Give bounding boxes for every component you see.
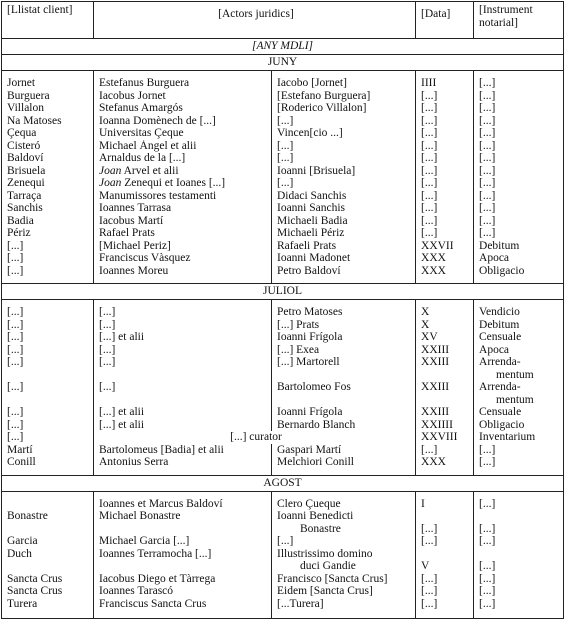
register-table bbox=[1, 1, 564, 619]
date-cell: [...] bbox=[416, 190, 474, 203]
client-cell: Sancta Crus bbox=[2, 573, 94, 586]
table-row bbox=[2, 523, 564, 536]
table-row bbox=[2, 152, 564, 165]
table-row bbox=[2, 431, 564, 444]
client-cell: Brisuela bbox=[2, 165, 94, 178]
date-cell: [...] bbox=[416, 102, 474, 115]
actor1-cell: Joan Zenequi et Ioanes [...] bbox=[94, 177, 272, 190]
client-cell bbox=[2, 523, 94, 536]
date-cell: [...] bbox=[416, 177, 474, 190]
actor1-cell: [...] bbox=[94, 319, 272, 332]
instrument-cell: [...] bbox=[474, 560, 564, 573]
table-bottom-rule bbox=[2, 616, 564, 619]
actor2-cell: Ioanni Sanchis bbox=[272, 202, 416, 215]
actor2-cell: [...] Exea bbox=[272, 344, 416, 357]
client-cell: Turera bbox=[2, 598, 94, 611]
actor2-cell: Ioanni Benedicti bbox=[272, 510, 416, 523]
client-cell: Sanchis bbox=[2, 202, 94, 215]
client-cell: Burguera bbox=[2, 90, 94, 103]
tail-cell bbox=[94, 616, 272, 619]
client-cell: [...] bbox=[2, 381, 94, 394]
table-row bbox=[2, 331, 564, 344]
instrument-cell: Censuale bbox=[474, 331, 564, 344]
document-page bbox=[0, 1, 564, 610]
actor2-cell bbox=[272, 394, 416, 407]
table-row bbox=[2, 585, 564, 598]
table-row bbox=[2, 77, 564, 90]
table-row bbox=[2, 140, 564, 153]
date-cell: X bbox=[416, 319, 474, 332]
actor1-cell: Stefanus Amargós bbox=[94, 102, 272, 115]
instrument-cell bbox=[474, 510, 564, 523]
actor1-cell: [...] et alii bbox=[94, 406, 272, 419]
actor1-cell: Iacobus Jornet bbox=[94, 90, 272, 103]
actor2-cell: Ioanni Frígola bbox=[272, 331, 416, 344]
instrument-cell: [...] bbox=[474, 102, 564, 115]
client-cell: [...] bbox=[2, 252, 94, 265]
client-cell: [...] bbox=[2, 319, 94, 332]
header-actors: [Actors juridics] bbox=[94, 2, 416, 39]
instrument-cell: Debitum bbox=[474, 240, 564, 253]
actor2-cell: Francisco [Sancta Crus] bbox=[272, 573, 416, 586]
tail-cell bbox=[416, 616, 474, 619]
date-cell: [...] bbox=[416, 152, 474, 165]
client-cell: [...] bbox=[2, 344, 94, 357]
actor2-cell: Didaci Sanchis bbox=[272, 190, 416, 203]
date-cell: [...] bbox=[416, 585, 474, 598]
actor2-cell: Michaeli Badia bbox=[272, 215, 416, 228]
table-row bbox=[2, 394, 564, 407]
table-row bbox=[2, 344, 564, 357]
actor1-cell: Arnaldus de la [...] bbox=[94, 152, 272, 165]
date-cell: [...] bbox=[416, 227, 474, 240]
actor1-cell: Universitas Çeque bbox=[94, 127, 272, 140]
tail-cell bbox=[474, 616, 564, 619]
date-cell: XXX bbox=[416, 265, 474, 278]
date-cell: [...] bbox=[416, 535, 474, 548]
table-row bbox=[2, 369, 564, 382]
actor2-cell: Illustrissimo domino bbox=[272, 548, 416, 561]
actor2-cell: [...] bbox=[272, 152, 416, 165]
actor1-cell bbox=[94, 369, 272, 382]
date-cell: [...] bbox=[416, 115, 474, 128]
actor1-cell: Michael Bonastre bbox=[94, 510, 272, 523]
table-row bbox=[2, 90, 564, 103]
actor2-cell: Bonastre bbox=[272, 523, 416, 536]
instrument-cell: [...] bbox=[474, 598, 564, 611]
register-body bbox=[2, 39, 564, 619]
actor1-cell: Ioannes et Marcus Baldoví bbox=[94, 498, 272, 511]
instrument-cell: [...] bbox=[474, 227, 564, 240]
tail-cell bbox=[272, 616, 416, 619]
instrument-cell: [...] bbox=[474, 444, 564, 457]
client-cell bbox=[2, 498, 94, 511]
actor1-cell bbox=[94, 394, 272, 407]
client-cell: Tarraça bbox=[2, 190, 94, 203]
table-row bbox=[2, 215, 564, 228]
header-date: [Data] bbox=[416, 2, 474, 39]
instrument-cell: [...] bbox=[474, 585, 564, 598]
instrument-cell: [...] bbox=[474, 140, 564, 153]
header-instrument: [Instrument notarial] bbox=[474, 2, 564, 39]
table-row bbox=[2, 573, 564, 586]
actor1-cell: Michael Garcia [...] bbox=[94, 535, 272, 548]
table-row bbox=[2, 306, 564, 319]
month-label: AGOST bbox=[2, 475, 564, 491]
date-cell: I bbox=[416, 498, 474, 511]
actor2-cell: [...] Martorell bbox=[272, 356, 416, 369]
table-row bbox=[2, 319, 564, 332]
actor1-cell: Iacobus Diego et Tàrrega bbox=[94, 573, 272, 586]
actor2-cell: [...] bbox=[272, 177, 416, 190]
client-cell: [...] bbox=[2, 419, 94, 432]
actor1-cell: Ioannes Terramocha [...] bbox=[94, 548, 272, 561]
instrument-cell: Apoca bbox=[474, 344, 564, 357]
actor2-cell: Bernardo Blanch bbox=[272, 419, 416, 432]
date-cell: [...] bbox=[416, 140, 474, 153]
actor1-cell: Franciscus Sancta Crus bbox=[94, 598, 272, 611]
client-cell: Martí bbox=[2, 444, 94, 457]
actor2-cell: [...] bbox=[272, 535, 416, 548]
table-row bbox=[2, 560, 564, 573]
table-row bbox=[2, 265, 564, 278]
instrument-cell bbox=[474, 548, 564, 561]
instrument-cell: [...] bbox=[474, 127, 564, 140]
instrument-cell: [...] bbox=[474, 202, 564, 215]
client-cell bbox=[2, 369, 94, 382]
actor2-cell: Eidem [Sancta Crus] bbox=[272, 585, 416, 598]
client-cell: Badia bbox=[2, 215, 94, 228]
client-cell: Villalon bbox=[2, 102, 94, 115]
actor2-cell: Vincen[cio ...] bbox=[272, 127, 416, 140]
actor1-cell: Estefanus Burguera bbox=[94, 77, 272, 90]
date-cell: [...] bbox=[416, 202, 474, 215]
actor1-cell: Ioannes Tarrasa bbox=[94, 202, 272, 215]
actor2-cell bbox=[272, 369, 416, 382]
table-row bbox=[2, 381, 564, 394]
client-cell: Périz bbox=[2, 227, 94, 240]
table-row bbox=[2, 202, 564, 215]
actor2-cell: [...] Prats bbox=[272, 319, 416, 332]
actor1-cell: Ioannes Moreu bbox=[94, 265, 272, 278]
instrument-cell: [...] bbox=[474, 573, 564, 586]
date-cell: [...] bbox=[416, 598, 474, 611]
actor1-cell bbox=[94, 560, 272, 573]
table-row bbox=[2, 127, 564, 140]
actor1-cell: Michael Àngel et alii bbox=[94, 140, 272, 153]
actor2-cell: [...] bbox=[272, 140, 416, 153]
tail-cell bbox=[2, 616, 94, 619]
instrument-cell: Apoca bbox=[474, 252, 564, 265]
instrument-cell: Vendicio bbox=[474, 306, 564, 319]
actor2-cell: Petro Baldoví bbox=[272, 265, 416, 278]
instrument-cell: mentum bbox=[474, 394, 564, 407]
header-row bbox=[2, 2, 564, 39]
actor1-cell: Ioanna Domènech de [...] bbox=[94, 115, 272, 128]
instrument-cell: Obligacio bbox=[474, 419, 564, 432]
date-cell: [...] bbox=[416, 127, 474, 140]
instrument-cell: [...] bbox=[474, 165, 564, 178]
instrument-cell: mentum bbox=[474, 369, 564, 382]
table-row bbox=[2, 240, 564, 253]
table-row bbox=[2, 190, 564, 203]
instrument-cell: Arrenda- bbox=[474, 381, 564, 394]
client-cell: Çequa bbox=[2, 127, 94, 140]
curator-cell: [...] curator bbox=[94, 431, 416, 444]
actor2-cell: duci Gandie bbox=[272, 560, 416, 573]
actor2-cell: Bartolomeo Fos bbox=[272, 381, 416, 394]
actor2-cell: [Roderico Villalon] bbox=[272, 102, 416, 115]
date-cell: XXIII bbox=[416, 381, 474, 394]
actor1-cell: Franciscus Vàsquez bbox=[94, 252, 272, 265]
date-cell: [...] bbox=[416, 523, 474, 536]
table-row bbox=[2, 444, 564, 457]
client-cell: [...] bbox=[2, 406, 94, 419]
instrument-cell: [...] bbox=[474, 456, 564, 469]
actor1-cell: [...] bbox=[94, 306, 272, 319]
client-cell: Zenequi bbox=[2, 177, 94, 190]
client-cell: Baldoví bbox=[2, 152, 94, 165]
date-cell: [...] bbox=[416, 165, 474, 178]
date-cell: XXX bbox=[416, 252, 474, 265]
instrument-cell: Censuale bbox=[474, 406, 564, 419]
client-cell: Garcia bbox=[2, 535, 94, 548]
actor2-cell: Iacobo [Jornet] bbox=[272, 77, 416, 90]
actor1-cell: [...] bbox=[94, 381, 272, 394]
table-row bbox=[2, 227, 564, 240]
actor1-cell: [...] et alii bbox=[94, 419, 272, 432]
instrument-cell: Obligacio bbox=[474, 265, 564, 278]
actor1-cell: [...] bbox=[94, 344, 272, 357]
actor2-cell: Melchiori Conill bbox=[272, 456, 416, 469]
date-cell bbox=[416, 510, 474, 523]
actor1-cell: Antonius Serra bbox=[94, 456, 272, 469]
table-row bbox=[2, 356, 564, 369]
actor2-cell: Rafaeli Prats bbox=[272, 240, 416, 253]
client-cell: [...] bbox=[2, 331, 94, 344]
date-cell: XXIII bbox=[416, 406, 474, 419]
instrument-cell: [...] bbox=[474, 115, 564, 128]
table-row bbox=[2, 419, 564, 432]
client-cell bbox=[2, 560, 94, 573]
date-cell: XXIII bbox=[416, 356, 474, 369]
actor2-cell: Michaeli Périz bbox=[272, 227, 416, 240]
actor1-cell bbox=[94, 523, 272, 536]
table-row bbox=[2, 548, 564, 561]
month-label: JUNY bbox=[2, 55, 564, 71]
date-cell: X bbox=[416, 306, 474, 319]
date-cell: XXX bbox=[416, 456, 474, 469]
client-cell bbox=[2, 394, 94, 407]
actor2-cell: Ioanni Madonet bbox=[272, 252, 416, 265]
actor2-cell: Gaspari Martí bbox=[272, 444, 416, 457]
date-cell: XXVII bbox=[416, 240, 474, 253]
client-cell: Sancta Crus bbox=[2, 585, 94, 598]
instrument-cell: Debitum bbox=[474, 319, 564, 332]
month-row bbox=[2, 284, 564, 300]
instrument-cell: [...] bbox=[474, 177, 564, 190]
table-row bbox=[2, 165, 564, 178]
client-cell: [...] bbox=[2, 240, 94, 253]
date-cell bbox=[416, 394, 474, 407]
client-cell: Conill bbox=[2, 456, 94, 469]
table-row bbox=[2, 177, 564, 190]
instrument-cell: Arrenda- bbox=[474, 356, 564, 369]
client-cell: [...] bbox=[2, 265, 94, 278]
actor2-cell: Ioanni [Brisuela] bbox=[272, 165, 416, 178]
actor1-italic: Joan bbox=[99, 177, 122, 189]
actor2-cell: Petro Matoses bbox=[272, 306, 416, 319]
instrument-cell: [...] bbox=[474, 77, 564, 90]
date-cell: XXIIII bbox=[416, 419, 474, 432]
month-row bbox=[2, 475, 564, 491]
table-row bbox=[2, 102, 564, 115]
date-cell: XXVIII bbox=[416, 431, 474, 444]
month-row bbox=[2, 55, 564, 71]
date-cell: IIII bbox=[416, 77, 474, 90]
date-cell bbox=[416, 548, 474, 561]
date-cell: [...] bbox=[416, 215, 474, 228]
actor1-cell: Ioannes Tarascó bbox=[94, 585, 272, 598]
actor2-cell: Ioanni Frígola bbox=[272, 406, 416, 419]
instrument-cell: [...] bbox=[474, 215, 564, 228]
actor1-cell: [...] et alii bbox=[94, 331, 272, 344]
table-row bbox=[2, 252, 564, 265]
client-cell: Cisteró bbox=[2, 140, 94, 153]
date-cell: V bbox=[416, 560, 474, 573]
table-row bbox=[2, 406, 564, 419]
client-cell: Na Matoses bbox=[2, 115, 94, 128]
client-cell: [...] bbox=[2, 356, 94, 369]
actor1-cell: [Michael Periz] bbox=[94, 240, 272, 253]
client-cell: [...] bbox=[2, 431, 94, 444]
client-cell: Duch bbox=[2, 548, 94, 561]
actor1-cell: [...] bbox=[94, 356, 272, 369]
date-cell: [...] bbox=[416, 573, 474, 586]
table-row bbox=[2, 535, 564, 548]
table-row bbox=[2, 115, 564, 128]
client-cell: [...] bbox=[2, 306, 94, 319]
date-cell: [...] bbox=[416, 90, 474, 103]
month-label: JULIOL bbox=[2, 284, 564, 300]
date-cell: [...] bbox=[416, 444, 474, 457]
table-row bbox=[2, 510, 564, 523]
actor1-cell: Rafael Prats bbox=[94, 227, 272, 240]
actor1-cell: Iacobus Martí bbox=[94, 215, 272, 228]
date-cell: XXIII bbox=[416, 344, 474, 357]
table-row bbox=[2, 456, 564, 469]
actor1-italic: Joan bbox=[99, 164, 122, 177]
instrument-cell: [...] bbox=[474, 498, 564, 511]
client-cell: Jornet bbox=[2, 77, 94, 90]
actor2-cell: [...Turera] bbox=[272, 598, 416, 611]
date-cell: XV bbox=[416, 331, 474, 344]
instrument-cell: [...] bbox=[474, 152, 564, 165]
instrument-cell: [...] bbox=[474, 90, 564, 103]
actor1-cell: Joan Arvel et alii bbox=[94, 165, 272, 178]
client-cell: Bonastre bbox=[2, 510, 94, 523]
date-cell bbox=[416, 369, 474, 382]
table-row bbox=[2, 598, 564, 611]
year-label: [ANY MDLI] bbox=[2, 39, 564, 55]
instrument-cell: Inventarium bbox=[474, 431, 564, 444]
actor1-cell: Bartolomeus [Badia] et alii bbox=[94, 444, 272, 457]
table-row bbox=[2, 498, 564, 511]
actor2-cell: [Estefano Burguera] bbox=[272, 90, 416, 103]
actor2-cell: [...] bbox=[272, 115, 416, 128]
header-client: [Llistat client] bbox=[2, 2, 94, 39]
instrument-cell: [...] bbox=[474, 535, 564, 548]
actor1-cell: Manumissores testamenti bbox=[94, 190, 272, 203]
instrument-cell: [...] bbox=[474, 190, 564, 203]
year-row bbox=[2, 39, 564, 55]
instrument-cell: [...] bbox=[474, 523, 564, 536]
actor2-cell: Clero Çueque bbox=[272, 498, 416, 511]
